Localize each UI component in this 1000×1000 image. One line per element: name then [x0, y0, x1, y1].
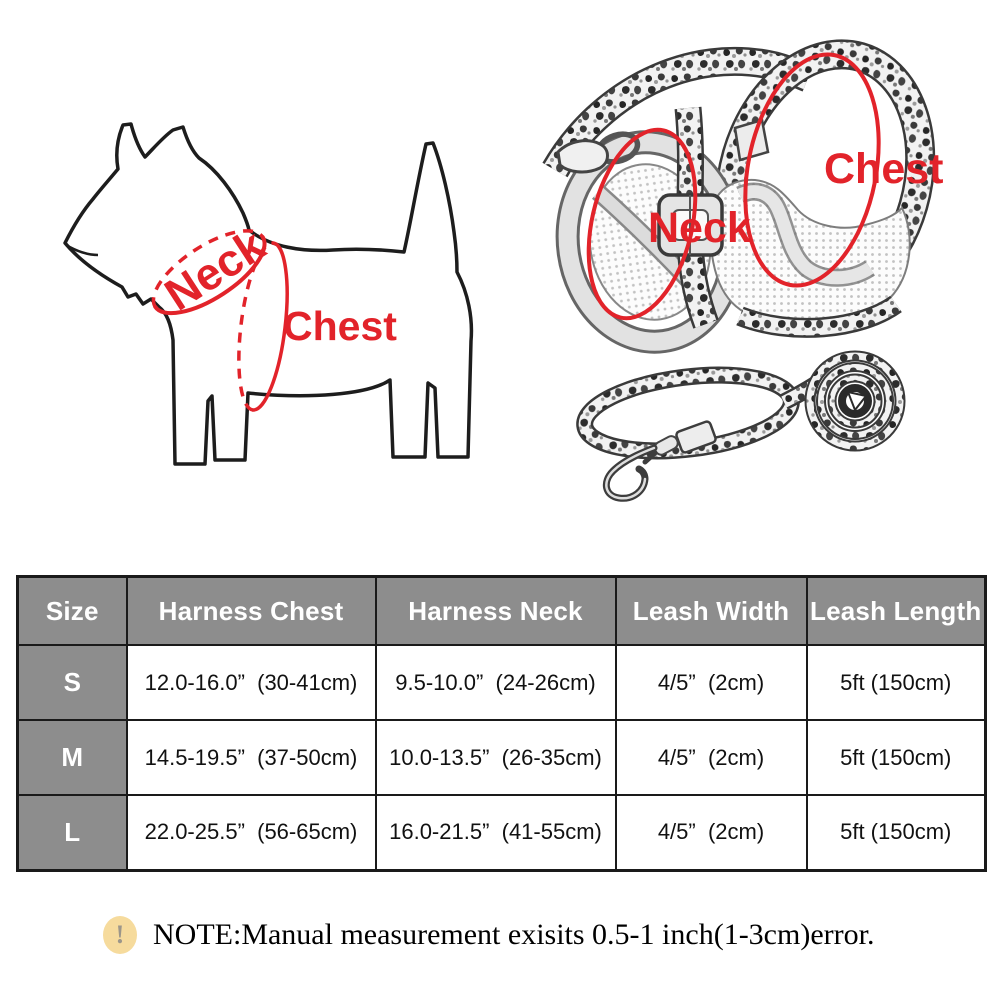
leash-coil	[810, 356, 900, 446]
dog-measurement-diagram	[40, 80, 520, 510]
leash-width-value: 4/5” (2cm)	[616, 720, 807, 795]
leash-width-value: 4/5” (2cm)	[616, 645, 807, 720]
header-leash-length: Leash Length	[807, 577, 986, 646]
leash-illustration	[550, 340, 1000, 520]
harness-chest-value: 14.5-19.5” (37-50cm)	[127, 720, 376, 795]
leash-length-value: 5ft (150cm)	[807, 720, 986, 795]
harness-left-tab	[558, 141, 608, 172]
harness-neck-value: 9.5-10.0” (24-26cm)	[376, 645, 616, 720]
harness-chest-value: 12.0-16.0” (30-41cm)	[127, 645, 376, 720]
dog-chest-label: Chest	[283, 303, 397, 349]
harness-illustration	[540, 20, 1000, 350]
header-harness-neck: Harness Neck	[376, 577, 616, 646]
harness-chest-value: 22.0-25.5” (56-65cm)	[127, 795, 376, 870]
header-leash-width: Leash Width	[616, 577, 807, 646]
alert-icon: !	[103, 916, 137, 954]
table-row-l	[18, 795, 986, 870]
size-label: S	[18, 645, 127, 720]
harness-neck-value: 16.0-21.5” (41-55cm)	[376, 795, 616, 870]
header-size: Size	[18, 577, 127, 646]
harness-chest-label: Chest	[824, 145, 944, 193]
header-harness-chest: Harness Chest	[127, 577, 376, 646]
leash-width-value: 4/5” (2cm)	[616, 795, 807, 870]
dog-outline	[65, 124, 471, 464]
table-header-row	[18, 577, 986, 646]
harness-neck-value: 10.0-13.5” (26-35cm)	[376, 720, 616, 795]
size-label: L	[18, 795, 127, 870]
note-text: NOTE:Manual measurement exisits 0.5-1 inch(1-3cm)error.	[153, 918, 875, 951]
dog-neck-label: Neck	[155, 219, 274, 321]
table-row-s	[18, 645, 986, 720]
harness-neck-label: Neck	[648, 204, 751, 252]
table-row-m	[18, 720, 986, 795]
leash-length-value: 5ft (150cm)	[807, 795, 986, 870]
note-row	[103, 916, 874, 954]
leash-length-value: 5ft (150cm)	[807, 645, 986, 720]
size-chart-table	[16, 575, 987, 872]
size-label: M	[18, 720, 127, 795]
